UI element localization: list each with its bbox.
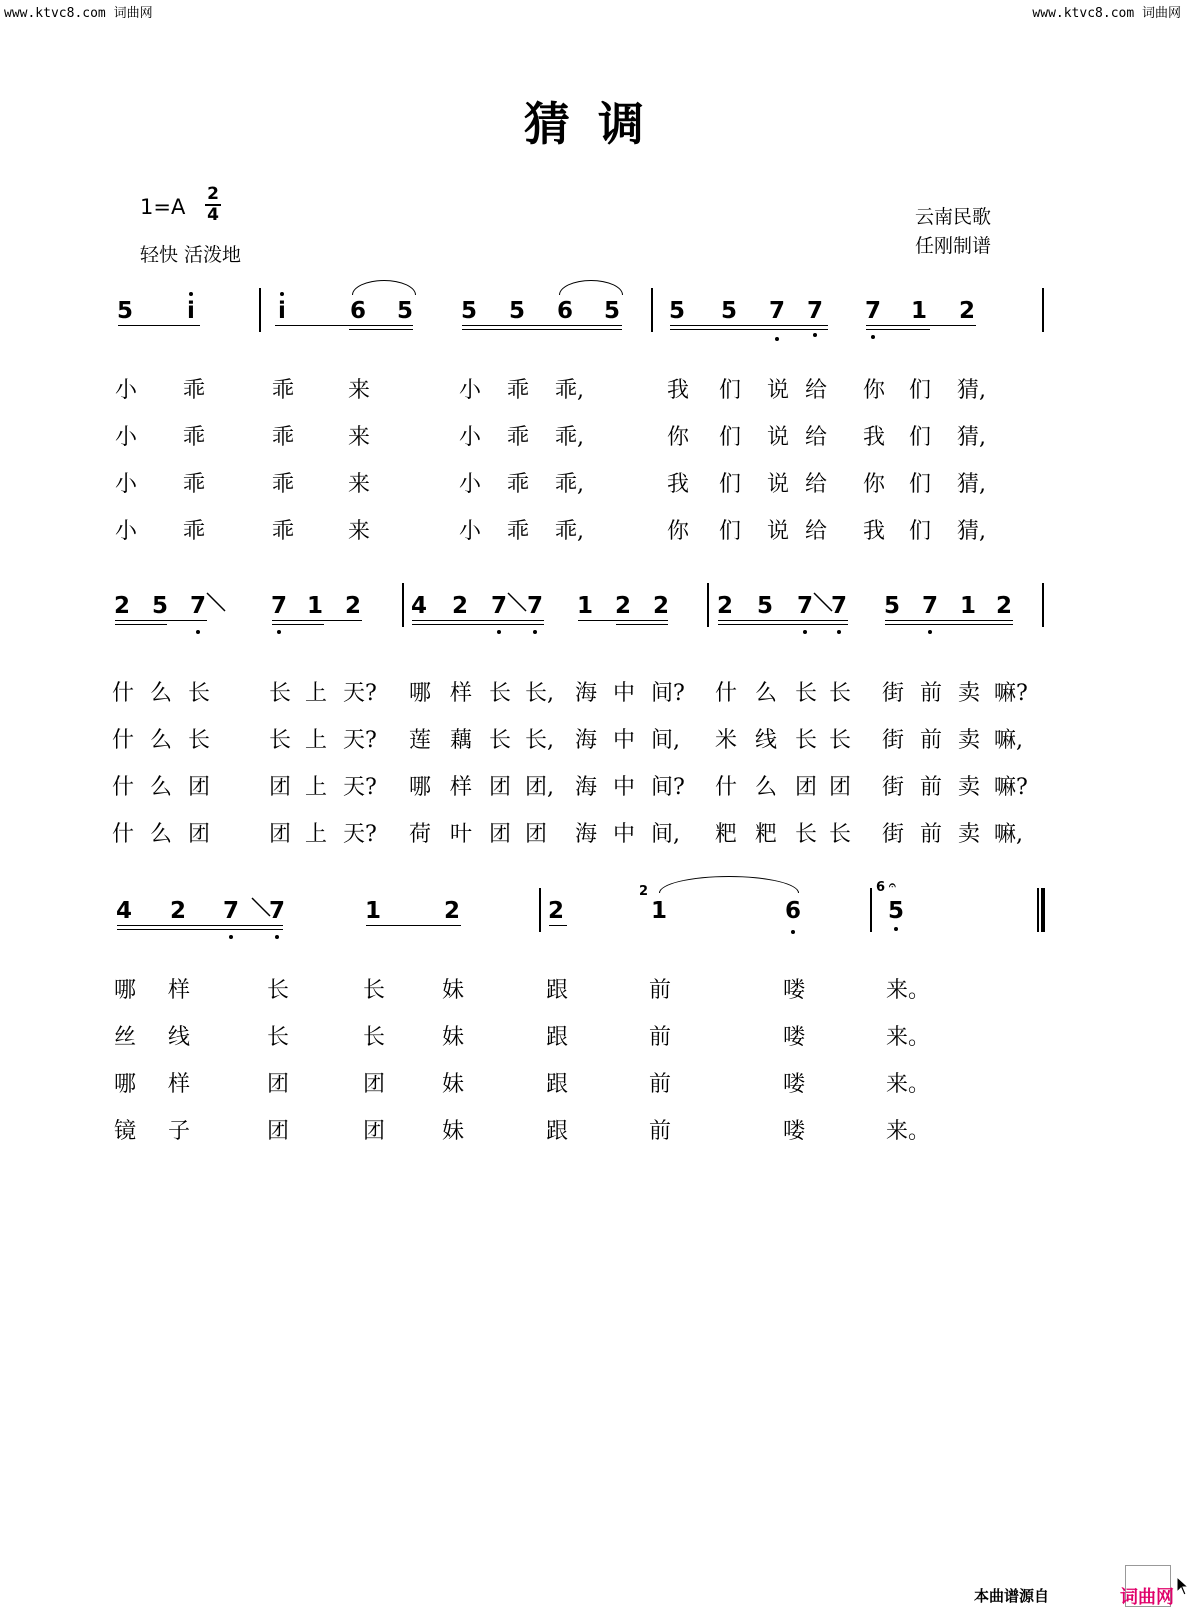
underline — [616, 624, 668, 625]
bar-line — [1042, 288, 1044, 332]
lyric-char: 长 — [188, 728, 211, 753]
lyric-char: 上 — [305, 728, 328, 753]
lyric-char: 街 — [882, 775, 905, 800]
final-bar-line-thick — [1041, 888, 1045, 932]
slur — [559, 280, 623, 295]
lyric-char: 么 — [755, 681, 778, 706]
glissando-mark — [250, 894, 272, 920]
lyric-char: 说 — [767, 519, 790, 544]
lyric-char: 哪 — [409, 775, 432, 800]
lyric-char: 长 — [269, 681, 292, 706]
lyric-char: 你 — [863, 472, 886, 497]
lyric-char: 跟 — [546, 1119, 569, 1144]
lyric-char: 团 — [363, 1119, 386, 1144]
lyric-char: 什 — [715, 681, 738, 706]
note: 6 — [784, 898, 801, 924]
lyric-char: 小 — [115, 425, 138, 450]
low-octave-dot — [928, 630, 932, 634]
lyric-char: 猜, — [957, 378, 986, 403]
note: 1 — [364, 898, 381, 924]
lyric-char: 来。 — [886, 1025, 931, 1050]
lyric-char: 来 — [348, 519, 371, 544]
lyric-char: 妹 — [442, 978, 465, 1003]
lyric-char: 线 — [168, 1025, 191, 1050]
note: 5 — [883, 593, 900, 619]
lyric-char: 么 — [150, 681, 173, 706]
lyric-char: 丝 — [114, 1025, 137, 1050]
note: 5 — [756, 593, 773, 619]
underline — [115, 624, 167, 625]
lyric-char: 中 — [613, 681, 636, 706]
low-octave-dot — [894, 927, 898, 931]
fermata-icon: 𝄐 — [889, 878, 896, 892]
lyric-char: 小 — [115, 519, 138, 544]
lyric-char: 中 — [613, 728, 636, 753]
lyric-char: 们 — [719, 519, 742, 544]
lyric-char: 么 — [755, 775, 778, 800]
lyric-char: 团 — [525, 822, 548, 847]
lyric-char: 长 — [829, 681, 852, 706]
lyric-char: 你 — [667, 519, 690, 544]
note: 1 — [910, 298, 927, 324]
lyric-char: 海 — [575, 681, 598, 706]
lyric-char: 乖 — [507, 378, 530, 403]
lyric-char: 团 — [489, 822, 512, 847]
cursor-icon — [1176, 1576, 1188, 1596]
low-octave-dot — [803, 630, 807, 634]
lyric-char: 嘛? — [994, 681, 1028, 706]
underline — [885, 624, 1013, 625]
lyric-char: 么 — [150, 775, 173, 800]
lyric-char: 海 — [575, 775, 598, 800]
lyric-char: 间? — [651, 681, 685, 706]
note: 7 — [268, 898, 285, 924]
lyric-char: 卖 — [958, 681, 981, 706]
lyric-char: 小 — [459, 425, 482, 450]
note: 7 — [864, 298, 881, 324]
lyric-char: 线 — [755, 728, 778, 753]
note: 7 — [806, 298, 823, 324]
glissando-mark — [205, 589, 227, 615]
lyric-char: 前 — [649, 1025, 672, 1050]
low-octave-dot — [497, 630, 501, 634]
low-octave-dot — [775, 337, 779, 341]
note: 5 — [720, 298, 737, 324]
source-footer: 本曲谱源自 — [974, 1587, 1050, 1605]
lyric-char: 中 — [613, 822, 636, 847]
lyric-char: 长 — [363, 1025, 386, 1050]
lyric-char: 叶 — [450, 822, 473, 847]
lyric-char: 团 — [269, 822, 292, 847]
lyric-char: 乖 — [507, 519, 530, 544]
note: 7 — [270, 593, 287, 619]
underline — [117, 925, 283, 926]
note: 2 — [547, 898, 564, 924]
low-octave-dot — [275, 935, 279, 939]
lyric-char: 么 — [150, 728, 173, 753]
watermark-right: www.ktvc8.com 词曲网 — [1032, 6, 1181, 21]
lyric-char: 米 — [715, 728, 738, 753]
lyric-char: 你 — [667, 425, 690, 450]
note: 2 — [614, 593, 631, 619]
lyric-char: 长, — [525, 728, 554, 753]
note: 5 — [603, 298, 620, 324]
lyric-char: 荷 — [409, 822, 432, 847]
lyric-char: 乖 — [183, 378, 206, 403]
lyric-char: 样 — [450, 681, 473, 706]
note: 4 — [410, 593, 427, 619]
lyric-char: 们 — [909, 472, 932, 497]
lyric-char: 团 — [829, 775, 852, 800]
note: 2 — [451, 593, 468, 619]
note: 7 — [189, 593, 206, 619]
lyric-char: 说 — [767, 425, 790, 450]
lyric-char: 小 — [115, 378, 138, 403]
bar-line — [402, 583, 404, 627]
lyric-char: 上 — [305, 681, 328, 706]
low-octave-dot — [791, 930, 795, 934]
lyric-char: 团 — [188, 775, 211, 800]
underline — [866, 329, 930, 330]
lyric-char: 前 — [649, 1119, 672, 1144]
note: i — [278, 298, 286, 324]
lyric-char: 我 — [863, 425, 886, 450]
lyric-char: 喽 — [783, 978, 806, 1003]
lyric-char: 乖 — [183, 425, 206, 450]
underline — [718, 624, 848, 625]
lyric-char: 间? — [651, 775, 685, 800]
lyric-char: 团 — [363, 1072, 386, 1097]
lyric-char: 乖 — [183, 519, 206, 544]
note: i — [187, 298, 195, 324]
lyric-char: 你 — [863, 378, 886, 403]
lyric-char: 给 — [805, 425, 828, 450]
lyric-char: 卖 — [958, 775, 981, 800]
note: 1 — [306, 593, 323, 619]
underline — [272, 620, 362, 621]
lyric-char: 来。 — [886, 978, 931, 1003]
note: 2 — [958, 298, 975, 324]
notation-row-1 — [0, 280, 1189, 350]
lyric-char: 妹 — [442, 1119, 465, 1144]
lyric-char: 妹 — [442, 1072, 465, 1097]
lyric-char: 猜, — [957, 519, 986, 544]
lyric-char: 哪 — [114, 1072, 137, 1097]
note: 2 — [113, 593, 130, 619]
note: 5 — [668, 298, 685, 324]
underline — [718, 620, 848, 621]
lyric-char: 乖, — [555, 472, 584, 497]
lyric-char: 间, — [651, 822, 680, 847]
lyric-char: 长 — [267, 978, 290, 1003]
underline — [117, 929, 283, 930]
lyric-char: 藕 — [450, 728, 473, 753]
lyric-char: 什 — [112, 728, 135, 753]
lyric-char: 哪 — [409, 681, 432, 706]
lyric-char: 乖 — [507, 472, 530, 497]
lyric-char: 粑 — [755, 822, 778, 847]
underline — [115, 620, 207, 621]
high-octave-dot — [280, 292, 284, 296]
lyric-char: 乖 — [272, 425, 295, 450]
lyric-char: 莲 — [409, 728, 432, 753]
lyric-char: 样 — [450, 775, 473, 800]
lyric-char: 前 — [920, 728, 943, 753]
lyric-char: 前 — [920, 822, 943, 847]
lyric-char: 天? — [343, 681, 377, 706]
note: 6 — [349, 298, 366, 324]
high-octave-dot — [189, 292, 193, 296]
lyric-char: 长 — [489, 681, 512, 706]
lyric-char: 乖, — [555, 378, 584, 403]
time-signature: 2 4 — [205, 186, 221, 224]
lyric-char: 街 — [882, 681, 905, 706]
note: 2 — [443, 898, 460, 924]
lyric-char: 喽 — [783, 1025, 806, 1050]
note: 5 — [151, 593, 168, 619]
underline — [349, 329, 413, 330]
watermark-left: www.ktvc8.com 词曲网 — [4, 6, 153, 21]
grace-note: 6 — [876, 880, 886, 895]
underline — [412, 620, 544, 621]
lyric-char: 样 — [168, 978, 191, 1003]
lyric-char: 跟 — [546, 1072, 569, 1097]
low-octave-dot — [196, 630, 200, 634]
arranger-credit: 任刚制谱 — [915, 235, 992, 257]
lyric-char: 卖 — [958, 822, 981, 847]
underline — [670, 329, 828, 330]
lyric-char: 团, — [525, 775, 554, 800]
lyric-char: 来。 — [886, 1072, 931, 1097]
lyric-char: 中 — [613, 775, 636, 800]
lyric-char: 来 — [348, 472, 371, 497]
lyric-char: 什 — [112, 681, 135, 706]
lyric-char: 什 — [112, 822, 135, 847]
key-signature: 1=A — [140, 195, 186, 219]
underline — [549, 925, 567, 926]
lyric-char: 镜 — [114, 1119, 137, 1144]
lyric-char: 来 — [348, 378, 371, 403]
lyric-char: 长 — [269, 728, 292, 753]
note: 4 — [115, 898, 132, 924]
lyric-char: 团 — [269, 775, 292, 800]
lyric-char: 小 — [459, 378, 482, 403]
lyric-char: 长 — [795, 822, 818, 847]
note: 7 — [796, 593, 813, 619]
lyric-char: 上 — [305, 775, 328, 800]
lyric-char: 喽 — [783, 1119, 806, 1144]
low-octave-dot — [813, 333, 817, 337]
lyric-char: 长 — [829, 728, 852, 753]
underline — [366, 925, 461, 926]
lyric-char: 子 — [168, 1119, 191, 1144]
grace-note: 2 — [639, 884, 649, 899]
lyric-char: 小 — [459, 472, 482, 497]
note: 5 — [460, 298, 477, 324]
note: 7 — [222, 898, 239, 924]
lyric-char: 乖 — [183, 472, 206, 497]
note: 7 — [490, 593, 507, 619]
lyric-char: 我 — [667, 472, 690, 497]
glissando-mark — [506, 589, 528, 615]
bar-line — [870, 888, 872, 932]
lyric-char: 乖 — [507, 425, 530, 450]
note: 5 — [396, 298, 413, 324]
lyric-char: 猜, — [957, 472, 986, 497]
lyric-char: 跟 — [546, 978, 569, 1003]
underline — [462, 329, 622, 330]
lyric-char: 给 — [805, 519, 828, 544]
lyric-char: 前 — [649, 1072, 672, 1097]
lyric-char: 街 — [882, 822, 905, 847]
note: 5 — [887, 898, 904, 924]
note: 2 — [169, 898, 186, 924]
lyric-char: 我 — [863, 519, 886, 544]
underline — [578, 620, 668, 621]
lyric-char: 们 — [909, 378, 932, 403]
lyric-char: 天? — [343, 775, 377, 800]
lyric-char: 天? — [343, 728, 377, 753]
lyric-char: 长 — [829, 822, 852, 847]
lyric-char: 海 — [575, 728, 598, 753]
lyric-char: 街 — [882, 728, 905, 753]
lyric-char: 团 — [489, 775, 512, 800]
lyric-char: 妹 — [442, 1025, 465, 1050]
lyric-char: 来 — [348, 425, 371, 450]
lyric-char: 们 — [719, 472, 742, 497]
lyric-char: 喽 — [783, 1072, 806, 1097]
lyric-char: 猜, — [957, 425, 986, 450]
note: 1 — [650, 898, 667, 924]
song-title: 猜调 — [524, 97, 672, 151]
lyric-char: 上 — [305, 822, 328, 847]
note: 2 — [995, 593, 1012, 619]
underline — [412, 624, 544, 625]
lyric-char: 间, — [651, 728, 680, 753]
bar-line — [651, 288, 653, 332]
lyric-char: 乖, — [555, 425, 584, 450]
lyric-char: 前 — [649, 978, 672, 1003]
lyric-char: 嘛, — [994, 822, 1023, 847]
bar-line — [707, 583, 709, 627]
low-octave-dot — [837, 630, 841, 634]
bar-line — [1042, 583, 1044, 627]
lyric-char: 来。 — [886, 1119, 931, 1144]
lyric-char: 前 — [920, 775, 943, 800]
lyric-char: 长 — [795, 728, 818, 753]
lyric-char: 乖 — [272, 519, 295, 544]
note: 5 — [508, 298, 525, 324]
lyric-char: 团 — [267, 1072, 290, 1097]
lyric-char: 们 — [719, 378, 742, 403]
underline — [118, 325, 200, 326]
note: 7 — [830, 593, 847, 619]
bar-line — [539, 888, 541, 932]
note: 1 — [576, 593, 593, 619]
note: 6 — [556, 298, 573, 324]
final-bar-line-thin — [1037, 888, 1039, 932]
note: 2 — [716, 593, 733, 619]
note: 7 — [921, 593, 938, 619]
lyric-char: 什 — [715, 775, 738, 800]
underline — [866, 325, 976, 326]
low-octave-dot — [871, 335, 875, 339]
lyric-char: 小 — [115, 472, 138, 497]
lyric-char: 给 — [805, 378, 828, 403]
lyric-char: 长 — [363, 978, 386, 1003]
lyric-char: 卖 — [958, 728, 981, 753]
notation-row-2 — [0, 575, 1189, 645]
lyric-char: 乖 — [272, 472, 295, 497]
lyric-char: 嘛? — [994, 775, 1028, 800]
lyric-char: 团 — [795, 775, 818, 800]
underline — [670, 325, 828, 326]
tempo-marking: 轻快 活泼地 — [140, 244, 242, 266]
underline — [272, 624, 324, 625]
low-octave-dot — [277, 630, 281, 634]
lyric-char: 给 — [805, 472, 828, 497]
note: 2 — [344, 593, 361, 619]
bar-line — [259, 288, 261, 332]
lyric-char: 嘛, — [994, 728, 1023, 753]
glissando-mark — [812, 589, 834, 615]
lyric-char: 跟 — [546, 1025, 569, 1050]
song-origin: 云南民歌 — [915, 206, 992, 228]
lyric-char: 们 — [909, 425, 932, 450]
lyric-char: 长 — [267, 1025, 290, 1050]
lyric-char: 们 — [719, 425, 742, 450]
lyric-char: 团 — [188, 822, 211, 847]
lyric-char: 说 — [767, 378, 790, 403]
lyric-char: 长 — [795, 681, 818, 706]
underline — [275, 325, 413, 326]
lyric-char: 样 — [168, 1072, 191, 1097]
lyric-char: 粑 — [715, 822, 738, 847]
note: 2 — [652, 593, 669, 619]
slur — [659, 876, 799, 893]
lyric-char: 么 — [150, 822, 173, 847]
underline — [462, 325, 622, 326]
lyric-char: 团 — [267, 1119, 290, 1144]
lyric-char: 哪 — [114, 978, 137, 1003]
lyric-char: 长 — [489, 728, 512, 753]
slur — [352, 280, 416, 295]
lyric-char: 乖, — [555, 519, 584, 544]
lyric-char: 海 — [575, 822, 598, 847]
note: 7 — [768, 298, 785, 324]
lyric-char: 乖 — [272, 378, 295, 403]
lyric-char: 天? — [343, 822, 377, 847]
lyric-char: 长 — [188, 681, 211, 706]
lyric-char: 什 — [112, 775, 135, 800]
lyric-char: 小 — [459, 519, 482, 544]
note: 7 — [526, 593, 543, 619]
lyric-char: 前 — [920, 681, 943, 706]
underline — [885, 620, 1013, 621]
lyric-char: 们 — [909, 519, 932, 544]
site-logo[interactable]: 词曲网 — [1120, 1587, 1174, 1608]
low-octave-dot — [229, 935, 233, 939]
lyric-char: 我 — [667, 378, 690, 403]
note: 1 — [959, 593, 976, 619]
lyric-char: 说 — [767, 472, 790, 497]
note: 5 — [116, 298, 133, 324]
notation-row-3 — [0, 880, 1189, 950]
low-octave-dot — [533, 630, 537, 634]
lyric-char: 长, — [525, 681, 554, 706]
